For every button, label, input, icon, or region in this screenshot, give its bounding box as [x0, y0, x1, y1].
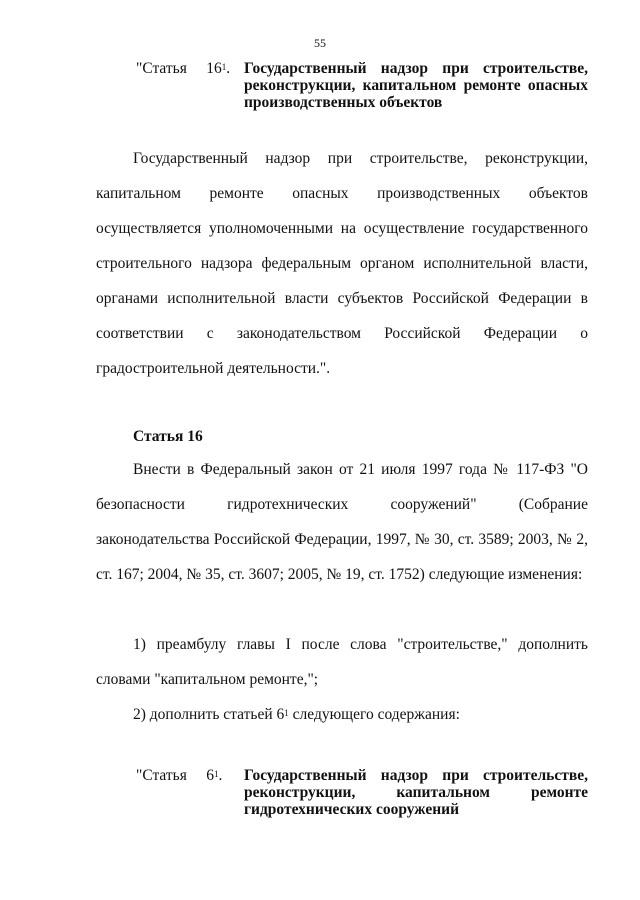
article-16-1-title: Государственный надзор при строительстве, реконструкции, капитальном ремонте опасных производственных объектов — [244, 60, 588, 111]
article-16-intro: Внести в Федеральный закон от 21 июля 1997 года № 117-ФЗ "О безопасности гидротехнических сооружений" (Собрание законодательства Российской Федерации, 1997, № 30, ст. 3589; 2003, № 2, ст. 167; 2004, № 35, ст. 3607; 2005, № 19, ст. 1752) следующие изменения: — [96, 461, 588, 583]
article-number: 6 — [206, 767, 214, 784]
article-16-heading: Статья 16 — [133, 428, 203, 445]
article-6-1-label — [136, 767, 222, 784]
article-16-item-1: 1) преамбулу главы I после слова "строительстве," дополнить словами "капитальном ремонте,"; — [96, 636, 588, 688]
item-2-text-end: следующего содержания: — [288, 706, 460, 723]
article-dot: . — [218, 767, 223, 784]
article-16-1-label — [136, 60, 230, 77]
article-dot: . — [226, 60, 231, 77]
article-prefix: "Статья — [136, 60, 187, 77]
item-2-text: 2) дополнить статьей 6 — [133, 706, 285, 723]
article-superscript: 1 — [214, 769, 219, 779]
article-superscript: 1 — [221, 62, 227, 72]
article-16-item-2 — [96, 697, 588, 732]
article-16-1-body: Государственный надзор при строительстве, реконструкции, капитальном ремонте опасных производственных объектов осуществляется уполномоченными на осуществление государственного строительного надзора федеральным органом исполнительной власти, органами исполнительной власти субъектов Российской Федерации в соответствии с законодательством Российской Федерации о градостроительной деятельности.". — [96, 150, 588, 377]
article-number: 16 — [206, 60, 222, 77]
article-prefix: "Статья — [136, 767, 187, 784]
item-2-superscript: 1 — [284, 708, 289, 718]
article-6-1-title: Государственный надзор при строительстве, реконструкции, капитальном ремонте гидротехнических сооружений — [244, 767, 588, 818]
page-number: 55 — [314, 36, 326, 50]
